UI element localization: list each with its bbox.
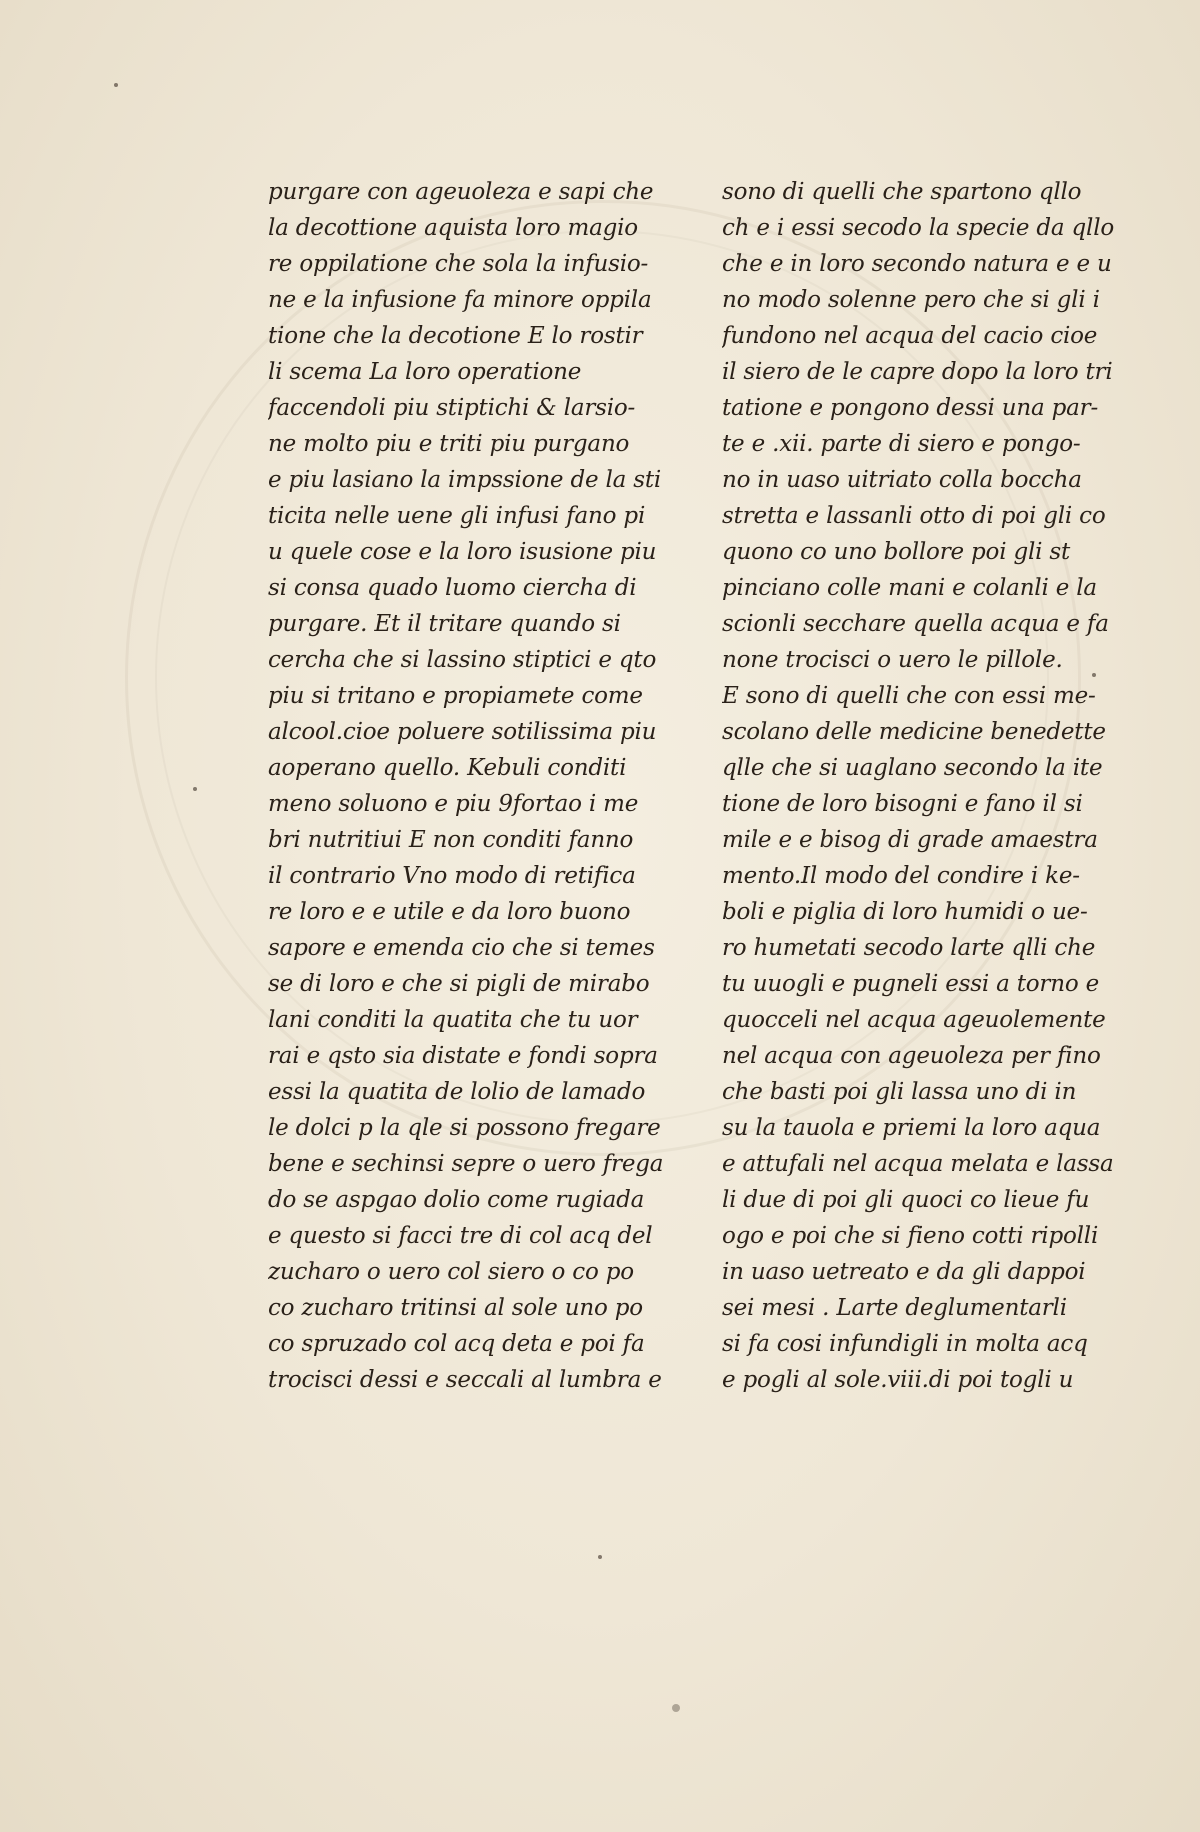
text-line: sapore e emenda cio che si temes — [268, 935, 655, 961]
text-line: se di loro e che si pigli de mirabo — [268, 971, 650, 997]
text-line: e questo si facci tre di col acq del — [268, 1223, 653, 1249]
text-line: ro humetati secodo larte qlli che — [722, 935, 1096, 961]
text-line: tatione e pongono dessi una par- — [722, 395, 1099, 421]
text-line: faccendoli piu stiptichi & larsio- — [268, 395, 636, 421]
text-line: nel acqua con ageuoleza per fino — [722, 1043, 1101, 1069]
text-line: re oppilatione che sola la infusio- — [268, 251, 649, 277]
text-line: quocceli nel acqua ageuolemente — [722, 1007, 1106, 1033]
text-line: piu si tritano e propiamete come — [268, 683, 643, 709]
text-line: ticita nelle uene gli infusi fano pi — [268, 503, 646, 529]
left-text-column — [268, 174, 668, 1398]
text-line: e piu lasiano la impssione de la sti — [268, 467, 662, 493]
text-line: te e .xii. parte di siero e pongo- — [722, 431, 1081, 457]
text-line: meno soluono e piu 9fortao i me — [268, 791, 639, 817]
text-line: li due di poi gli quoci co lieue fu — [722, 1187, 1090, 1213]
text-line: li scema La loro operatione — [268, 359, 582, 385]
text-line: sei mesi . Larte deglumentarli — [722, 1295, 1067, 1321]
text-line: none trocisci o uero le pillole. — [722, 647, 1063, 673]
text-line: mile e e bisog di grade amaestra — [722, 827, 1098, 853]
text-line: quono co uno bollore poi gli st — [722, 539, 1071, 565]
text-line: ne e la infusione fa minore oppila — [268, 287, 652, 313]
text-line: zucharo o uero col siero o co po — [268, 1259, 634, 1285]
text-line: pinciano colle mani e colanli e la — [722, 575, 1097, 601]
text-line: che basti poi gli lassa uno di in — [722, 1079, 1077, 1105]
text-line: do se aspgao dolio come rugiada — [268, 1187, 645, 1213]
text-line: in uaso uetreato e da gli dappoi — [722, 1259, 1086, 1285]
text-line: si consa quado luomo ciercha di — [268, 575, 637, 601]
ink-speck — [1092, 673, 1096, 677]
text-line: boli e piglia di loro humidi o ue- — [722, 899, 1088, 925]
text-line: co zucharo tritinsi al sole uno po — [268, 1295, 643, 1321]
text-line: u quele cose e la loro isusione piu — [268, 539, 657, 565]
text-line: che e in loro secondo natura e e u — [722, 251, 1112, 277]
text-line: scionli secchare quella acqua e fa — [722, 611, 1109, 637]
text-line: ch e i essi secodo la specie da qllo — [722, 215, 1115, 241]
text-line: il siero de le capre dopo la loro tri — [722, 359, 1113, 385]
text-line: lani conditi la quatita che tu uor — [268, 1007, 638, 1033]
text-line: mento.Il modo del condire i ke- — [722, 863, 1080, 889]
right-text-column — [722, 174, 1122, 1398]
text-line: co spruzado col acq deta e poi fa — [268, 1331, 645, 1357]
text-line: rai e qsto sia distate e fondi sopra — [268, 1043, 658, 1069]
text-line: fundono nel acqua del cacio cioe — [722, 323, 1098, 349]
ink-speck — [114, 83, 118, 87]
text-line: il contrario Vno modo di retifica — [268, 863, 636, 889]
text-line: no in uaso uitriato colla boccha — [722, 467, 1082, 493]
text-line: purgare. Et il tritare quando si — [268, 611, 621, 637]
ink-speck — [672, 1704, 680, 1712]
text-line: stretta e lassanli otto di poi gli co — [722, 503, 1106, 529]
text-line: scolano delle medicine benedette — [722, 719, 1106, 745]
text-line: le dolci p la qle si possono fregare — [268, 1115, 661, 1141]
text-line: re loro e e utile e da loro buono — [268, 899, 631, 925]
text-line: essi la quatita de lolio de lamado — [268, 1079, 646, 1105]
text-line: e pogli al sole.viii.di poi togli u — [722, 1367, 1074, 1393]
ink-speck — [193, 787, 197, 791]
text-line: ne molto piu e triti piu purgano — [268, 431, 630, 457]
text-line: tu uuogli e pugneli essi a torno e — [722, 971, 1099, 997]
text-line: qlle che si uaglano secondo la ite — [722, 755, 1103, 781]
text-line: e attufali nel acqua melata e lassa — [722, 1151, 1114, 1177]
text-line: tione de loro bisogni e fano il si — [722, 791, 1083, 817]
text-line: purgare con ageuoleza e sapi che — [268, 179, 654, 205]
text-line: la decottione aquista loro magio — [268, 215, 638, 241]
text-line: si fa cosi infundigli in molta acq — [722, 1331, 1088, 1357]
text-line: su la tauola e priemi la loro aqua — [722, 1115, 1101, 1141]
text-line: trocisci dessi e seccali al lumbra e — [268, 1367, 662, 1393]
text-line: alcool.cioe poluere sotilissima piu — [268, 719, 657, 745]
text-line: tione che la decotione E lo rostir — [268, 323, 643, 349]
text-line: aoperano quello. Kebuli conditi — [268, 755, 627, 781]
text-line: bene e sechinsi sepre o uero frega — [268, 1151, 664, 1177]
text-line: no modo solenne pero che si gli i — [722, 287, 1100, 313]
text-line: sono di quelli che spartono qllo — [722, 179, 1082, 205]
text-line: cercha che si lassino stiptici e qto — [268, 647, 657, 673]
text-line: E sono di quelli che con essi me- — [722, 683, 1096, 709]
text-line: ogo e poi che si fieno cotti ripolli — [722, 1223, 1099, 1249]
ink-speck — [598, 1555, 602, 1559]
text-line: bri nutritiui E non conditi fanno — [268, 827, 634, 853]
